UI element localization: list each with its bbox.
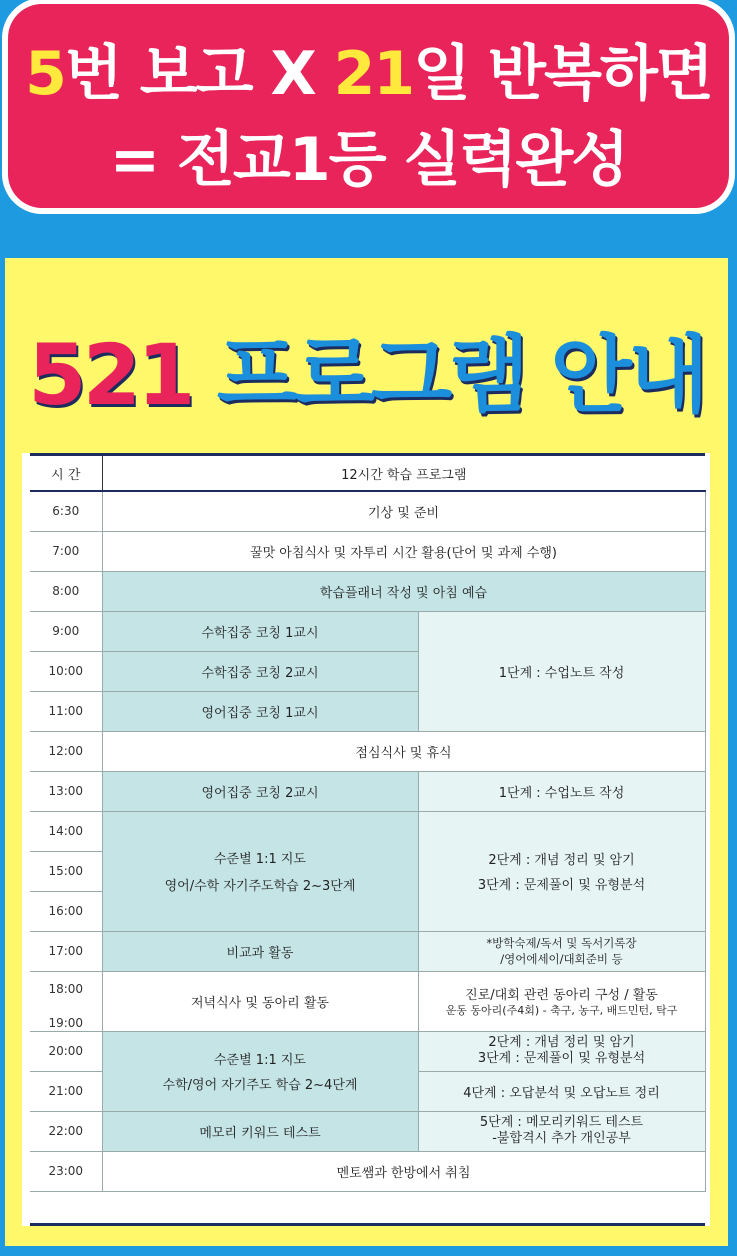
extra-note-line-2: /영어에세이/대회준비 등 (500, 952, 623, 966)
activity-lunch: 점심식사 및 휴식 (102, 731, 705, 771)
table-bottom-rule (30, 1223, 705, 1226)
header-program: 12시간 학습 프로그램 (102, 455, 705, 492)
activity-level-study-b (102, 1031, 418, 1111)
time-cell: 9:00 (30, 611, 102, 651)
activity-dinner-club: 저녁식사 및 동아리 활동 (102, 971, 418, 1031)
activity-english-1: 영어집중 코칭 1교시 (102, 691, 418, 731)
activity-extracurricular: 비교과 활동 (102, 931, 418, 971)
time-cell: 13:00 (30, 771, 102, 811)
headline-text-a: 번 보고 X (64, 39, 334, 109)
step5-line-2: -불합격시 추가 개인공부 (492, 1131, 631, 1146)
activity-step4: 4단계 : 오답분석 및 오답노트 정리 (418, 1071, 705, 1111)
time-cell: 22:00 (30, 1111, 102, 1151)
level-a-line-1: 수준별 1:1 지도 (214, 852, 306, 867)
schedule-table (30, 453, 706, 1192)
level-b-line-2: 수학/영어 자기주도 학습 2~4단계 (162, 1078, 358, 1093)
activity-planner: 학습플래너 작성 및 아침 예습 (102, 571, 705, 611)
program-title (5, 308, 728, 429)
activity-level-study-a (102, 811, 418, 931)
step23-a-line-2: 3단계 : 문제풀이 및 유형분석 (477, 878, 646, 893)
headline-line-2: = 전교1등 실력완성 (109, 125, 628, 195)
activity-step1-pm: 1단계 : 수업노트 작성 (418, 771, 705, 811)
time-cell: 15:00 (30, 851, 102, 891)
extra-note-line-1: *방학숙제/독서 및 독서기록장 (486, 936, 637, 950)
activity-english-2: 영어집중 코칭 2교시 (102, 771, 418, 811)
activity-math-1: 수학집중 코칭 1교시 (102, 611, 418, 651)
activity-memory-test: 메모리 키워드 테스트 (102, 1111, 418, 1151)
headline-banner (8, 4, 729, 208)
time-cell: 6:30 (30, 491, 102, 531)
level-a-line-2: 영어/수학 자기주도학습 2~3단계 (164, 879, 356, 894)
level-b-line-1: 수준별 1:1 지도 (214, 1053, 306, 1068)
headline-text-b: 일 반복하면 (413, 39, 712, 109)
time-cell: 21:00 (30, 1071, 102, 1111)
activity-club-detail (418, 971, 705, 1031)
title-number: 521 (28, 326, 192, 424)
title-text: 프로그램 안내 (191, 326, 705, 424)
time-cell: 16:00 (30, 891, 102, 931)
time-cell: 8:00 (30, 571, 102, 611)
header-time: 시 간 (30, 455, 102, 492)
step23-a-line-1: 2단계 : 개념 정리 및 암기 (488, 853, 635, 868)
activity-math-2: 수학집중 코칭 2교시 (102, 651, 418, 691)
step23-b-line-1: 2단계 : 개념 정리 및 암기 (488, 1035, 635, 1050)
step23-b-line-2: 3단계 : 문제풀이 및 유형분석 (477, 1051, 646, 1066)
activity-breakfast: 꿀맛 아침식사 및 자투리 시간 활용(단어 및 과제 수행) (102, 531, 705, 571)
activity-step23-a (418, 811, 705, 931)
time-cell: 17:00 (30, 931, 102, 971)
club-line-1: 진로/대회 관련 동아리 구성 / 활동 (465, 987, 658, 1003)
time-cell: 12:00 (30, 731, 102, 771)
time-cell: 11:00 (30, 691, 102, 731)
schedule-sheet (22, 453, 710, 1226)
program-panel (5, 258, 728, 1246)
time-cell (30, 971, 102, 1031)
time-cell: 14:00 (30, 811, 102, 851)
activity-step5 (418, 1111, 705, 1151)
headline-number-21: 21 (333, 39, 414, 109)
activity-step1-morning: 1단계 : 수업노트 작성 (418, 611, 705, 731)
activity-sleep: 멘토쌤과 한방에서 취침 (102, 1151, 705, 1191)
activity-step23-b (418, 1031, 705, 1071)
headline-line-1 (8, 26, 729, 112)
time-cell: 7:00 (30, 531, 102, 571)
step5-line-1: 5단계 : 메모리키워드 테스트 (479, 1115, 644, 1130)
activity-wake: 기상 및 준비 (102, 491, 705, 531)
headline-number-5: 5 (25, 39, 65, 109)
time-cell: 20:00 (30, 1031, 102, 1071)
time-label: 19:00 (48, 1015, 84, 1030)
time-label: 18:00 (48, 981, 84, 996)
time-cell: 10:00 (30, 651, 102, 691)
club-line-2: 운동 동아리(주4회) - 축구, 농구, 배드민턴, 탁구 (445, 1003, 678, 1017)
time-cell: 23:00 (30, 1151, 102, 1191)
activity-extracurricular-note (418, 931, 705, 971)
